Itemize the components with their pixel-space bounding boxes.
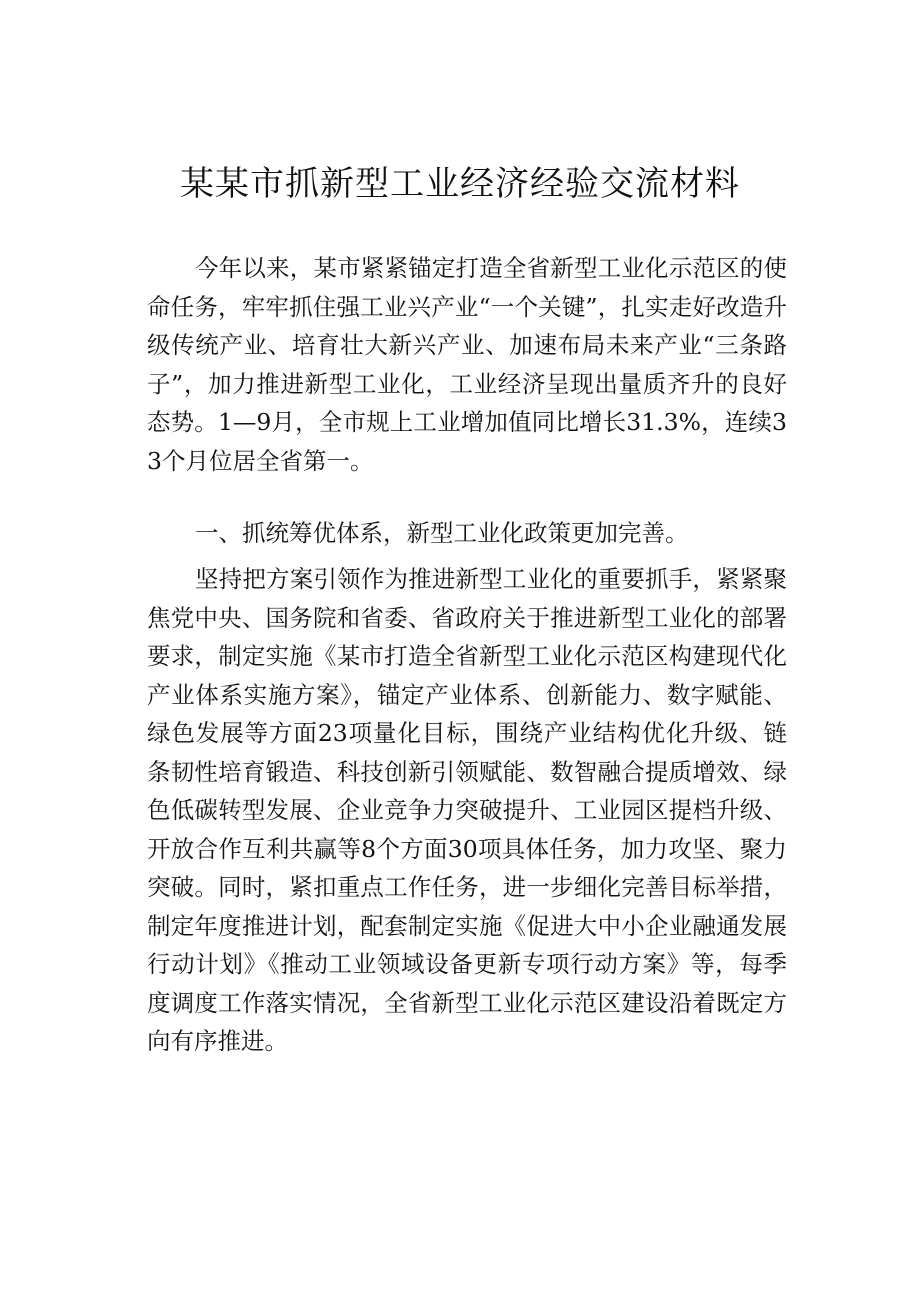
intro-paragraph: 今年以来，某市紧紧锚定打造全省新型工业化示范区的使命任务，牢牢抓住强工业兴产业“一个关键”，扎实走好改造升级传统产业、培育壮大新兴产业、加速布局未来产业“三条路子”，加力推进新型工业化，工业经济呈现出量质齐升的良好态势。1—9月，全市规上工业增加值同比增长31.3%，连续33个月位居全省第一。 [147,254,787,475]
document-title: 某某市抓新型工业经济经验交流材料 [180,164,740,204]
section-body-paragraph: 坚持把方案引领作为推进新型工业化的重要抓手，紧紧聚焦党中央、国务院和省委、省政府关于推进新型工业化的部署要求，制定实施《某市打造全省新型工业化示范区构建现代化产业体系实施方案》，锚定产业体系、创新能力、数字赋能、绿色发展等方面23项量化目标，围绕产业结构优化升级、链条韧性培育锻造、科技创新引领赋能、数智融合提质增效、绿色低碳转型发展、企业竞争力突破提升、工业园区提档升级、开放合作互利共赢等8个方面30项具体任务，加力攻坚、聚力突破。同时，紧扣重点工作任务，进一步细化完善目标举措，制定年度推进计划，配套制定实施《促进大中小企业融通发展行动计划》《推动工业领域设备更新专项行动方案》等，每季度调度工作落实情况，全省新型工业化示范区建设沿着既定方向有序推进。 [147,565,787,1055]
section-heading: 一、抓统筹优体系，新型工业化政策更加完善。 [195,519,689,547]
